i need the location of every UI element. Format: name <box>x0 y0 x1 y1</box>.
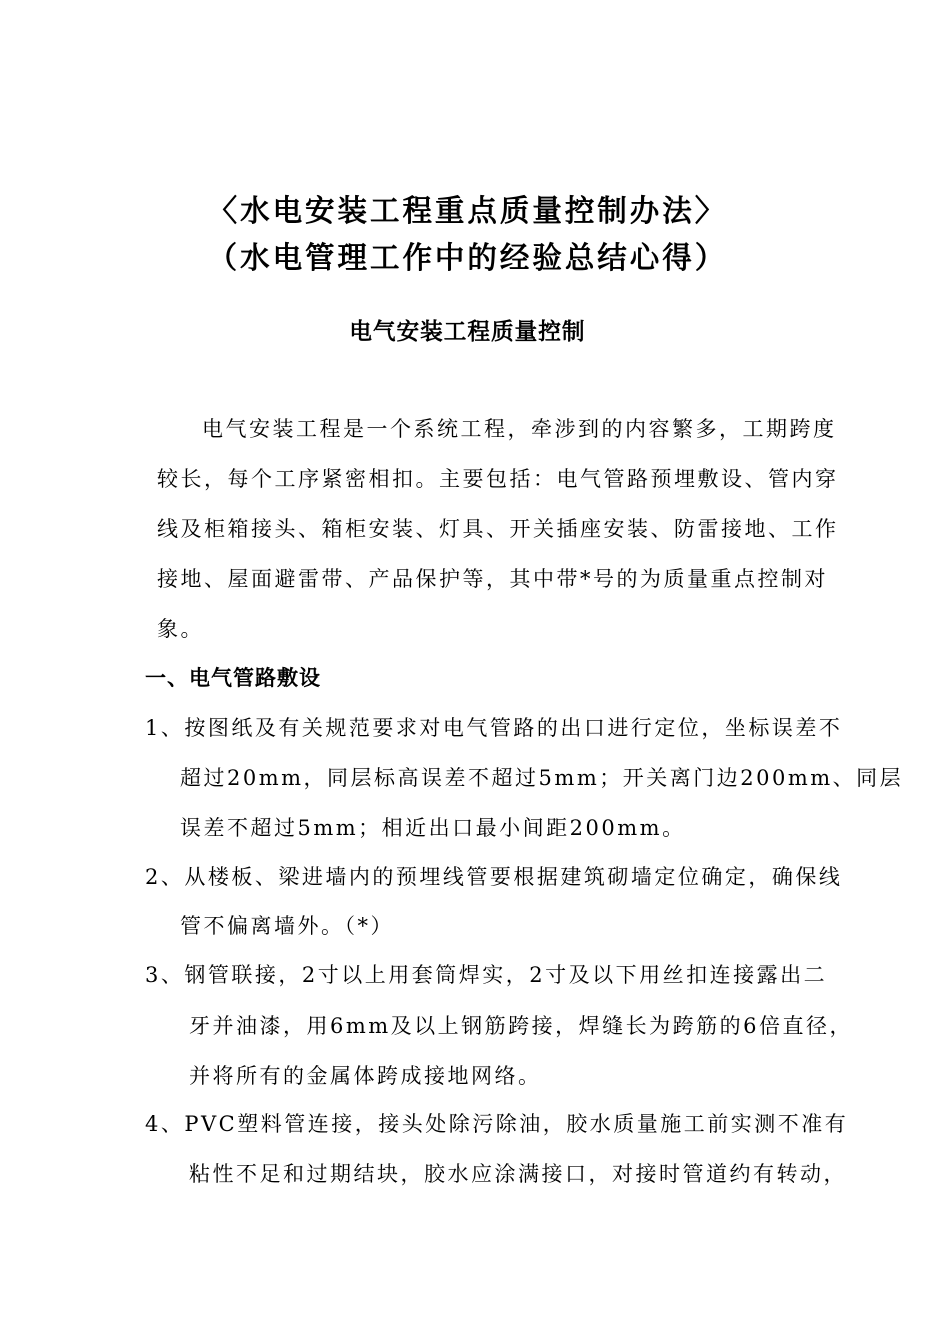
list-item-line: 超过20mm，同层标高误差不超过5mm；开关离门边200mm、同层 <box>180 766 904 790</box>
list-item-line: 误差不超过5mm；相近出口最小间距200mm。 <box>180 816 686 840</box>
section-title: 电气安装工程质量控制 <box>349 319 586 345</box>
list-item-line: 牙并油漆，用6mm及以上钢筋跨接，焊缝长为跨筋的6倍直径， <box>189 1014 854 1038</box>
intro-line: 线及柜箱接头、箱柜安装、灯具、开关插座安装、防雷接地、工作 <box>157 517 839 541</box>
list-item-line: 管不偏离墙外。（*） <box>180 914 394 938</box>
list-item-line: 并将所有的金属体跨成接地网络。 <box>189 1064 542 1088</box>
heading-electrical-conduit: 一、电气管路敷设 <box>145 666 321 690</box>
intro-line: 电气安装工程是一个系统工程，牵涉到的内容繁多，工期跨度 <box>202 417 837 441</box>
list-item-line: 粘性不足和过期结块，胶水应涂满接口，对接时管道约有转动， <box>189 1162 847 1186</box>
intro-line: 象。 <box>157 617 204 641</box>
list-item-line: 3、钢管联接，2寸以上用套筒焊实，2寸及以下用丝扣连接露出二 <box>145 963 828 987</box>
list-item-line: 1、按图纸及有关规范要求对电气管路的出口进行定位，坐标误差不 <box>145 716 843 740</box>
list-item-line: 2、从楼板、梁进墙内的预埋线管要根据建筑砌墙定位确定，确保线 <box>145 865 843 889</box>
document-title-line-1: 〈水电安装工程重点质量控制办法〉 <box>207 194 728 229</box>
document-title-line-2: （水电管理工作中的经验总结心得） <box>207 241 728 276</box>
intro-line: 接地、屋面避雷带、产品保护等，其中带*号的为质量重点控制对 <box>157 567 828 591</box>
list-item-line: 4、PVC塑料管连接，接头处除污除油，胶水质量施工前实测不准有 <box>145 1112 849 1136</box>
intro-line: 较长，每个工序紧密相扣。主要包括：电气管路预埋敷设、管内穿 <box>157 467 839 491</box>
